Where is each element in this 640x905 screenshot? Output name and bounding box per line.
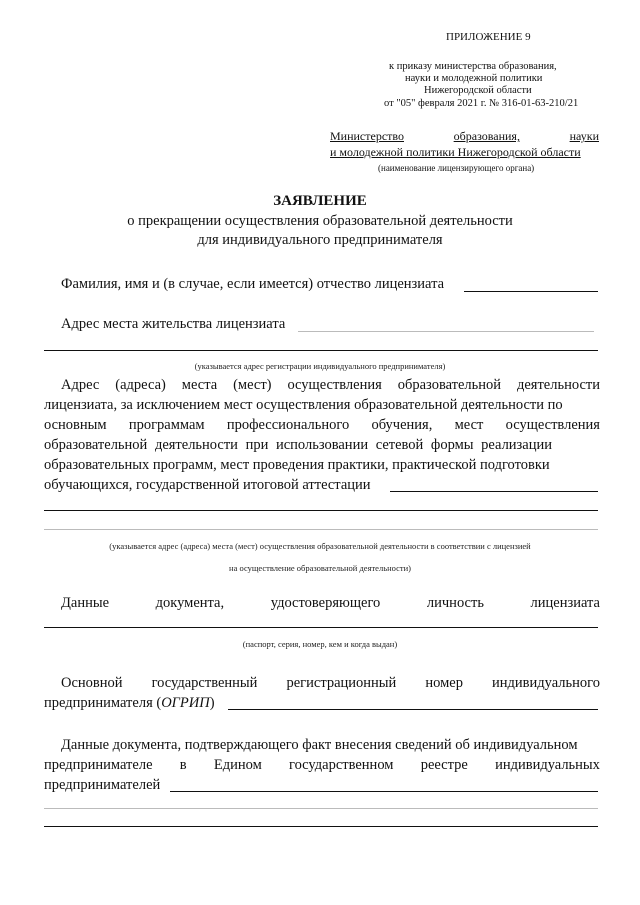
activity-line-1: [61, 375, 600, 395]
ogrnip-word: регистрационный: [286, 675, 397, 691]
egrip-line-3: предпринимателей: [44, 777, 161, 793]
authority-name-line2: и молодежной политики Нижегородской области: [330, 145, 581, 159]
identity-doc-input-line[interactable]: [44, 627, 598, 628]
identity-word: личность: [426, 595, 484, 611]
activity-word: программам: [128, 417, 205, 433]
egrip-word: государственном: [288, 757, 394, 773]
appendix-order-line1: к приказу министерства образования,: [389, 61, 557, 72]
activity-word: осуществления: [287, 377, 382, 393]
egrip-word: индивидуальных: [495, 757, 600, 773]
activity-line-4: образовательной деятельности при использовании сетевой формы реализации: [44, 437, 553, 453]
egrip-input-line-3[interactable]: [44, 826, 598, 827]
ogrnip-line-1: [61, 673, 600, 693]
activity-word: профессионального: [226, 417, 350, 433]
identity-word: лицензиата: [530, 595, 600, 611]
egrip-word: Едином: [213, 757, 262, 773]
document-subtitle-1: о прекращении осуществления образовательной деятельности: [127, 213, 513, 229]
appendix-order-line3: Нижегородской области: [424, 85, 532, 96]
activity-word: осуществления: [505, 417, 600, 433]
ogrnip-prefix: предпринимателя (: [44, 695, 162, 711]
egrip-word: в: [179, 757, 187, 773]
address-label: Адрес места жительства лицензиата: [61, 316, 286, 332]
appendix-order-line4: от "05" февраля 2021 г. № 316-01-63-210/21: [384, 98, 579, 109]
egrip-line-2: [44, 755, 600, 775]
identity-doc-caption: (паспорт, серия, номер, кем и когда выдан): [242, 639, 398, 649]
activity-input-line-2[interactable]: [44, 510, 598, 511]
ogrnip-word: государственный: [151, 675, 258, 691]
activity-word: (мест): [233, 377, 272, 393]
ogrnip-word: индивидуального: [492, 675, 600, 691]
fio-input-line[interactable]: [464, 291, 598, 292]
egrip-input-line-1[interactable]: [170, 791, 598, 792]
authority-name-line1: [330, 129, 599, 144]
address-input-line-1[interactable]: [298, 331, 594, 332]
activity-word: обучения,: [371, 417, 433, 433]
ogrnip-input-line[interactable]: [228, 709, 598, 710]
activity-word: основным: [44, 417, 107, 433]
egrip-input-line-2[interactable]: [44, 808, 598, 809]
document-subtitle-2: для индивидуального предпринимателя: [197, 232, 443, 248]
egrip-line-1: Данные документа, подтверждающего факт внесения сведений об индивидуальном: [61, 737, 578, 753]
appendix-order-line2: науки и молодежной политики: [405, 73, 543, 84]
address-input-line-2[interactable]: [44, 350, 598, 351]
egrip-word: предпринимателе: [44, 757, 153, 773]
identity-word: документа,: [155, 595, 225, 611]
identity-doc-label: [61, 593, 600, 613]
activity-line-5: образовательных программ, мест проведения практики, практической подготовки: [44, 457, 550, 473]
ogrnip-word: Основной: [61, 675, 123, 691]
activity-line-3: [44, 415, 600, 435]
ogrnip-abbr: ОГРИП: [161, 695, 210, 711]
identity-word: Данные: [61, 595, 110, 611]
activity-word: образовательной: [397, 377, 502, 393]
activity-word: места: [181, 377, 218, 393]
authority-word: Министерство: [330, 129, 404, 143]
activity-word: Адрес: [61, 377, 100, 393]
ogrnip-line-2: [44, 693, 215, 713]
identity-word: удостоверяющего: [270, 595, 381, 611]
fio-label: Фамилия, имя и (в случае, если имеется) отчество лицензиата: [61, 276, 445, 292]
activity-word: мест: [454, 417, 484, 433]
egrip-word: реестре: [420, 757, 468, 773]
ogrnip-suffix: ): [209, 695, 215, 711]
activity-caption-2: на осуществление образовательной деятельности): [229, 563, 411, 573]
activity-word: (адреса): [115, 377, 166, 393]
authority-word: науки: [569, 129, 599, 143]
activity-line-6: обучающихся, государственной итоговой аттестации: [44, 477, 371, 493]
document-title: ЗАЯВЛЕНИЕ: [273, 193, 367, 209]
appendix-title: ПРИЛОЖЕНИЕ 9: [446, 31, 531, 43]
ogrnip-word: номер: [425, 675, 463, 691]
authority-word: образования,: [453, 129, 520, 143]
activity-line-2: лицензиата, за исключением мест осуществления образовательной деятельности по: [44, 397, 563, 413]
address-caption: (указывается адрес регистрации индивидуального предпринимателя): [194, 361, 446, 371]
authority-caption: (наименование лицензирующего органа): [378, 163, 535, 173]
activity-input-line-1[interactable]: [390, 491, 598, 492]
activity-input-line-3[interactable]: [44, 529, 598, 530]
activity-caption-1: (указывается адрес (адреса) места (мест) осуществления образовательной деятельности в соответствии с лицензией: [109, 541, 531, 551]
activity-word: деятельности: [516, 377, 600, 393]
